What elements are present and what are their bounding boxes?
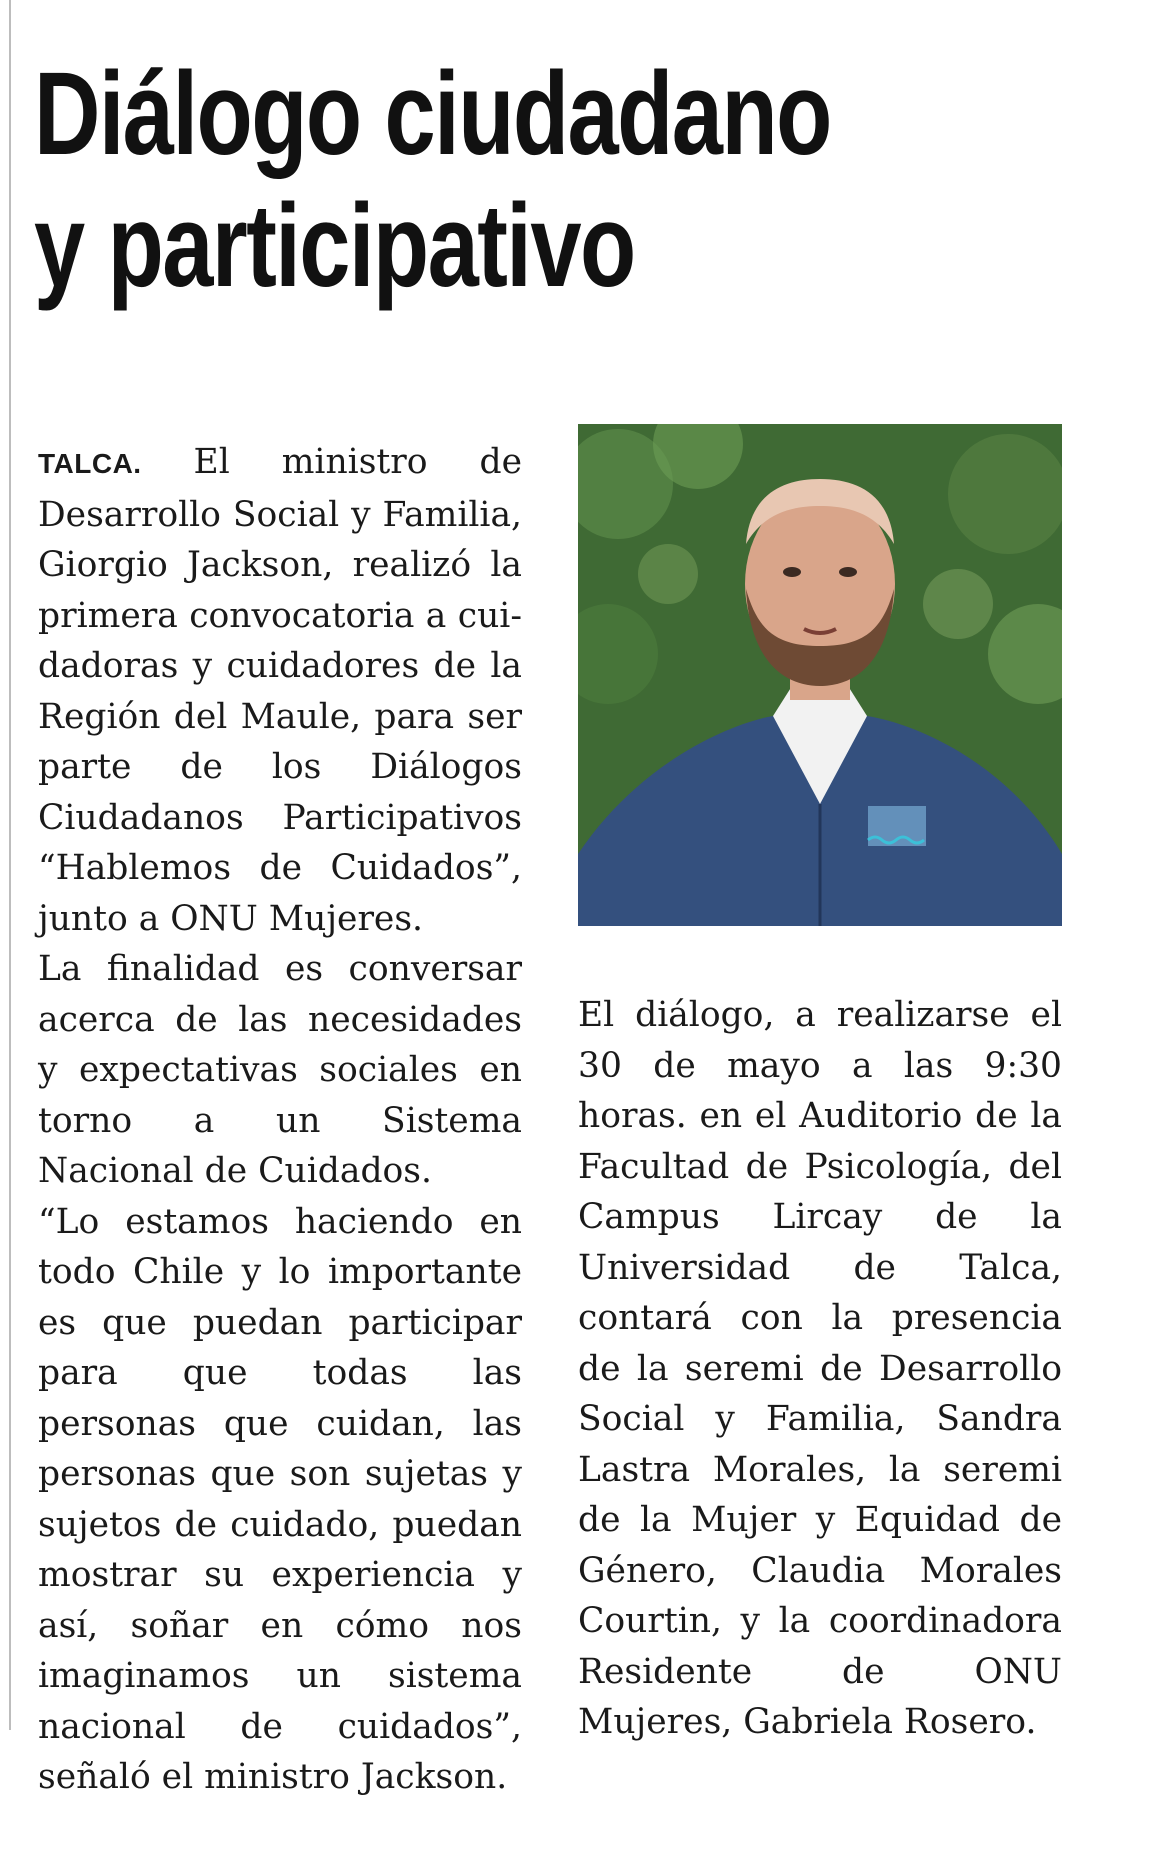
headline bbox=[34, 48, 892, 312]
article-paragraph-4: El diálogo, a realizarse el 30 de mayo a las 9:30 horas. en el Auditorio de la Facultad de Psicología, del Campus Lircay de la Universidad de Talca, contará con la presencia de la seremi de Desarrollo Social y Familia, Sandra Lastra Morales, la seremi de la Mujer y Equidad de Género, Claudia Morales Courtin, y la coordinadora Residente de ONU Mujeres, Gabriela Rosero. bbox=[578, 995, 1062, 1742]
paragraph-1-text: El ministro de Desarrollo Social y Familia, Giorgio Jackson, realizó la primera convocatoria a cuidadoras y cuidadores de la Región del Maule, para ser parte de los Diálogos Ciudadanos Participativos “Hablemos de Cuidados”, junto a ONU Mujeres. bbox=[38, 442, 522, 939]
article-paragraph-3: “Lo estamos haciendo en todo Chile y lo importante es que puedan participar para que todas las personas que cuidan, las personas que son sujetas y sujetos de cuidado, puedan mostrar su experiencia y así, soñar en cómo nos imaginamos un sistema nacional de cuidados”, señaló el ministro Jackson. bbox=[38, 1201, 522, 1797]
article-paragraph-2: La finalidad es conversar acerca de las necesidades y expectativas sociales en torno a un Sistema Nacional de Cuidados. bbox=[38, 949, 522, 1191]
headline-line-1: Diálogo ciudadano bbox=[34, 48, 831, 180]
dateline: TALCA. bbox=[38, 448, 142, 479]
minister-portrait-image bbox=[578, 424, 1062, 926]
article-photo bbox=[578, 424, 1062, 926]
headline-line-2: y participativo bbox=[34, 180, 635, 312]
article-column-right bbox=[578, 990, 1062, 1748]
left-rule bbox=[9, 0, 11, 1730]
article-paragraph-1 bbox=[38, 437, 522, 944]
article-column-left bbox=[38, 437, 522, 1803]
